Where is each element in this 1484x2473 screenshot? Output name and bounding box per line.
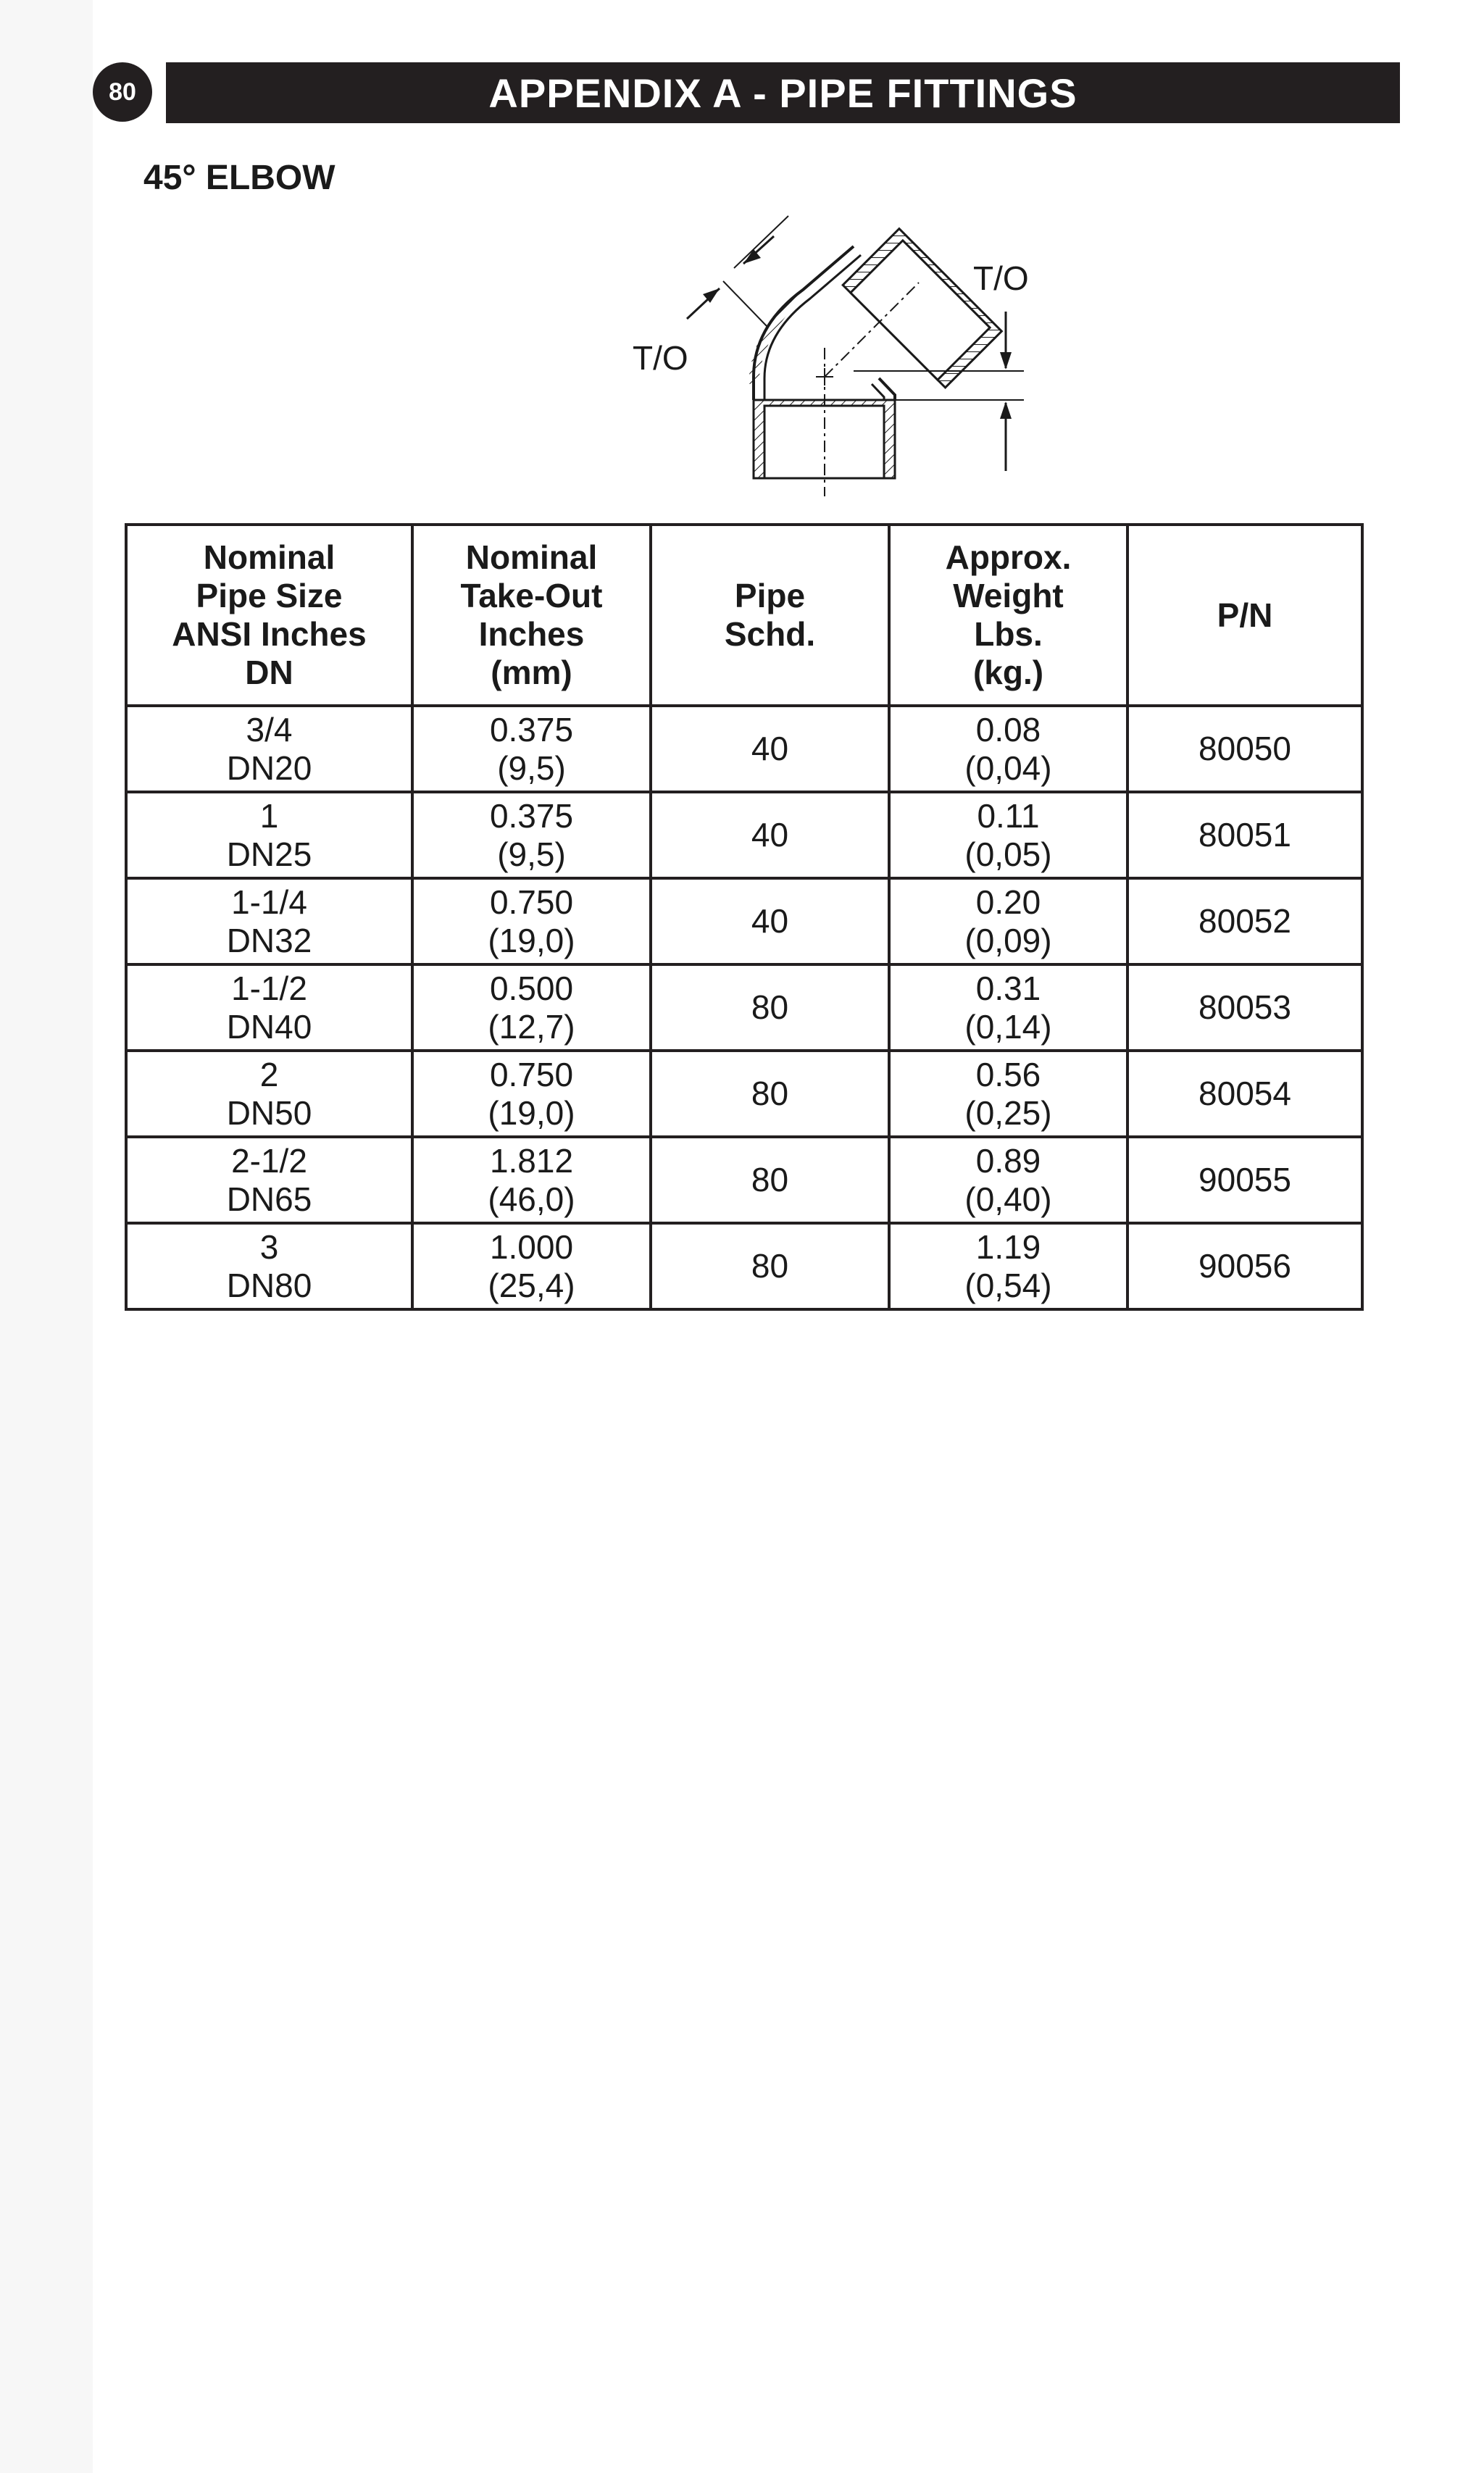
section-title: 45° ELBOW [143,159,335,197]
takeout-label-right: T/O [973,259,1029,297]
header-pipe-schedule: Pipe Schd. [651,525,889,706]
cell-takeout: 1.000 (25,4) [412,1223,651,1309]
cell-weight: 0.56 (0,25) [889,1051,1127,1137]
fittings-table [125,523,1364,1311]
cell-takeout: 0.375 (9,5) [412,706,651,792]
takeout-label-left: T/O [633,339,688,377]
cell-schedule: 80 [651,1137,889,1223]
cell-schedule: 40 [651,706,889,792]
cell-weight: 0.31 (0,14) [889,964,1127,1051]
header-nominal-take-out: Nominal Take-Out Inches (mm) [412,525,651,706]
cell-size: 2-1/2 DN65 [126,1137,412,1223]
header-title: APPENDIX A - PIPE FITTINGS [488,70,1077,116]
cell-part-number: 90056 [1127,1223,1362,1309]
manual-page [93,0,1484,2473]
cell-part-number: 90055 [1127,1137,1362,1223]
cell-weight: 0.11 (0,05) [889,792,1127,878]
table-header-row [126,525,1362,706]
header-nominal-pipe-size: Nominal Pipe Size ANSI Inches DN [126,525,412,706]
table-row [126,1223,1362,1309]
table-row [126,1051,1362,1137]
cell-part-number: 80050 [1127,706,1362,792]
header-approx-weight: Approx. Weight Lbs. (kg.) [889,525,1127,706]
cell-size: 1 DN25 [126,792,412,878]
cell-size: 3 DN80 [126,1223,412,1309]
cell-weight: 0.08 (0,04) [889,706,1127,792]
cell-takeout: 0.750 (19,0) [412,1051,651,1137]
cell-schedule: 80 [651,964,889,1051]
cell-takeout: 0.500 (12,7) [412,964,651,1051]
cell-weight: 0.89 (0,40) [889,1137,1127,1223]
cell-weight: 1.19 (0,54) [889,1223,1127,1309]
cell-schedule: 40 [651,792,889,878]
elbow-diagram [513,210,1049,500]
cell-takeout: 0.750 (19,0) [412,878,651,964]
table-row [126,792,1362,878]
cell-size: 3/4 DN20 [126,706,412,792]
cell-takeout: 1.812 (46,0) [412,1137,651,1223]
cell-part-number: 80051 [1127,792,1362,878]
table-row [126,1137,1362,1223]
cell-size: 2 DN50 [126,1051,412,1137]
page-number-badge [93,62,152,122]
cell-schedule: 40 [651,878,889,964]
header-part-number: P/N [1127,525,1362,706]
table-row [126,706,1362,792]
cell-part-number: 80052 [1127,878,1362,964]
header-bar [166,62,1400,123]
cell-size: 1-1/2 DN40 [126,964,412,1051]
cell-schedule: 80 [651,1223,889,1309]
cell-size: 1-1/4 DN32 [126,878,412,964]
cell-part-number: 80053 [1127,964,1362,1051]
table-row [126,878,1362,964]
cell-takeout: 0.375 (9,5) [412,792,651,878]
cell-schedule: 80 [651,1051,889,1137]
cell-part-number: 80054 [1127,1051,1362,1137]
upper-socket [843,229,1001,388]
cell-weight: 0.20 (0,09) [889,878,1127,964]
page-number: 80 [109,78,136,106]
table-row [126,964,1362,1051]
